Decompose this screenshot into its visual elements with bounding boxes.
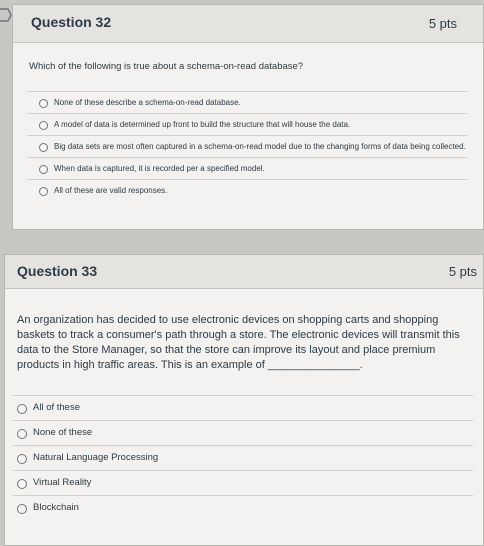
- answer-label: When data is captured, it is recorded per a specified model.: [54, 164, 265, 173]
- flag-icon[interactable]: [0, 8, 12, 22]
- answer-label: Blockchain: [33, 502, 79, 513]
- radio-button[interactable]: [39, 187, 48, 196]
- radio-button[interactable]: [17, 479, 27, 489]
- answer-label: Big data sets are most often captured in a schema-on-read model due to the changing forms of data being collected.: [54, 142, 466, 151]
- answer-option[interactable]: [27, 91, 467, 113]
- question-32-card: [12, 4, 484, 230]
- radio-button[interactable]: [17, 429, 27, 439]
- question-33-answers: [5, 395, 483, 520]
- answer-label: All of these are valid responses.: [54, 186, 168, 195]
- answer-option[interactable]: [27, 135, 467, 157]
- answer-option[interactable]: [27, 113, 467, 135]
- radio-button[interactable]: [39, 99, 48, 108]
- radio-button[interactable]: [39, 143, 48, 152]
- answer-label: None of these: [33, 427, 93, 438]
- question-32-text: Which of the following is true about a schema-on-read database?: [29, 61, 304, 72]
- radio-button[interactable]: [17, 404, 27, 414]
- answer-option[interactable]: [13, 470, 473, 495]
- question-33-title: Question 33: [17, 263, 98, 279]
- answer-label: None of these describe a schema-on-read database.: [54, 98, 241, 107]
- answer-label: Virtual Reality: [33, 477, 92, 488]
- answer-option[interactable]: [13, 420, 473, 445]
- question-33-header: [5, 255, 483, 289]
- radio-button[interactable]: [39, 121, 48, 130]
- radio-button[interactable]: [17, 454, 27, 464]
- question-32-answers: [13, 91, 483, 201]
- answer-option[interactable]: [13, 495, 473, 520]
- question-32-header: [13, 5, 483, 43]
- question-32-title: Question 32: [31, 14, 112, 30]
- answer-label: A model of data is determined up front to build the structure that will house the data.: [54, 120, 351, 129]
- answer-label: Natural Language Processing: [33, 452, 159, 463]
- question-33-card: [4, 254, 484, 546]
- answer-option[interactable]: [27, 179, 467, 201]
- question-33-points: 5 pts: [448, 264, 477, 279]
- answer-option[interactable]: [13, 445, 473, 470]
- answer-option[interactable]: [27, 157, 467, 179]
- answer-option[interactable]: [13, 395, 473, 420]
- radio-button[interactable]: [17, 504, 27, 514]
- radio-button[interactable]: [39, 165, 48, 174]
- question-33-text: An organization has decided to use electronic devices on shopping carts and shopping baskets to track a consumer's path through a store. The electronic devices will transmit this data to the Store Manager, so that the store can improve its layout and place premium products in high traffic areas. This is an example of _______________.: [17, 314, 460, 371]
- question-32-points: 5 pts: [428, 16, 457, 31]
- answer-label: All of these: [33, 402, 80, 413]
